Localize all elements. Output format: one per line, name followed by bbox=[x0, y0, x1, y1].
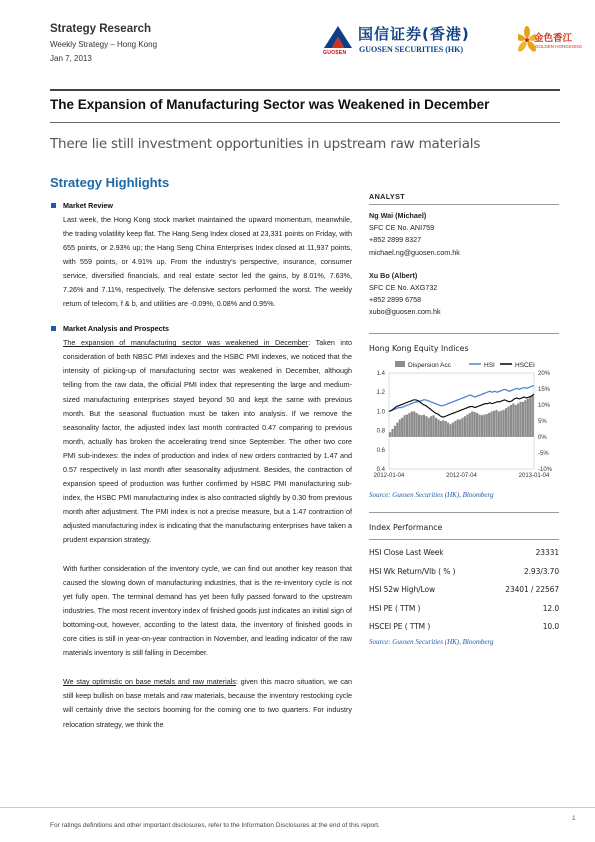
x-axis-ticks bbox=[374, 473, 550, 479]
golden-logo-cn: 金色香江 bbox=[534, 33, 573, 44]
guosen-logo-cn: 国信证券(香港) bbox=[358, 25, 470, 43]
left-axis-tick-label: 1.2 bbox=[376, 389, 385, 396]
dispersion-bar bbox=[430, 416, 432, 437]
legend-label-hsi: HSI bbox=[484, 361, 495, 369]
dispersion-bar bbox=[524, 400, 526, 437]
dispersion-bars bbox=[389, 395, 534, 437]
perf-label: HSI Close Last Week bbox=[369, 548, 444, 558]
perf-value: 10.0 bbox=[542, 622, 559, 632]
report-type: Strategy Research bbox=[50, 23, 151, 35]
header-divider bbox=[50, 89, 560, 91]
main-body bbox=[50, 200, 352, 732]
x-axis-tick-label: 2013-01-04 bbox=[518, 472, 550, 479]
right-axis-tick-label: -10% bbox=[538, 466, 553, 473]
analyst-name: Ng Wai (Michael) bbox=[369, 211, 427, 220]
perf-value: 2.93/3.70 bbox=[523, 566, 559, 576]
dispersion-bar bbox=[488, 413, 490, 437]
golden-hongkong-logo bbox=[518, 24, 583, 58]
chart-title: Hong Kong Equity Indices bbox=[369, 343, 469, 353]
dispersion-bar bbox=[418, 414, 420, 436]
dispersion-bar bbox=[529, 397, 531, 437]
footer-divider bbox=[0, 807, 595, 808]
dispersion-bar bbox=[507, 406, 509, 436]
dispersion-bar bbox=[404, 415, 406, 437]
right-axis-tick-label: 5% bbox=[538, 418, 547, 425]
perf-row bbox=[369, 562, 559, 581]
dispersion-bar bbox=[505, 408, 507, 437]
dispersion-bar bbox=[447, 422, 449, 436]
paragraph-3-text: : given this macro situation, we can still keep bullish on base metals and raw materials, because the inventory restocking cycle will certainly drive the sectors booming for the coming one to two quarters. For industry relocation strategy, we think the bbox=[63, 677, 353, 729]
guosen-mark-label: GUOSEN bbox=[323, 50, 347, 56]
market-analysis-paragraph-2: With further consideration of the inventory cycle, we can find out another key reason that caused the slowing down of manufacturing industries, that is the re-inventory cycle is not yet fully open. The terminal demand has yet been fully passed forward to the upstream industries. The most recent inventory index of finished goods just indicates an initial sign of bottoming-out, however, according to the latest data, the inventory of finished goods in core cities is still in year-on-year contraction in November, and leading indicator of the raw materials inventory is still falling in December. bbox=[63, 564, 352, 658]
footer-disclaimer: For ratings definitions and other important disclosures, refer to the Information Disclosures at the end of this report. bbox=[50, 822, 380, 829]
analyst-card-1 bbox=[369, 210, 559, 259]
dispersion-bar bbox=[428, 417, 430, 436]
left-axis-tick-label: 0.6 bbox=[376, 447, 385, 454]
legend-swatch-dispersion bbox=[395, 361, 405, 367]
dispersion-bar bbox=[512, 403, 514, 437]
dispersion-bar bbox=[471, 411, 473, 437]
index-performance-heading: Index Performance bbox=[369, 522, 443, 532]
report-title: The Expansion of Manufacturing Sector was Weakened in December bbox=[50, 97, 490, 112]
dispersion-bar bbox=[493, 410, 495, 436]
dispersion-bar bbox=[425, 416, 427, 437]
report-series: Weekly Strategy – Hong Kong bbox=[50, 40, 158, 49]
dispersion-bar bbox=[452, 422, 454, 436]
x-axis-tick-label: 2012-07-04 bbox=[446, 472, 477, 479]
dispersion-bar bbox=[389, 432, 391, 437]
market-analysis-paragraph-1 bbox=[50, 336, 352, 547]
dispersion-bar bbox=[408, 413, 410, 437]
bullet-square-icon bbox=[51, 203, 56, 208]
equity-indices-chart bbox=[369, 357, 559, 489]
perf-label: HSCEI PE ( TTM ) bbox=[369, 622, 431, 632]
right-axis-tick-label: -5% bbox=[538, 450, 549, 457]
analyst-email[interactable]: michael.ng@guosen.com.hk bbox=[369, 247, 460, 257]
title-divider bbox=[50, 122, 560, 123]
report-header bbox=[50, 23, 157, 63]
perf-top-divider bbox=[369, 512, 559, 513]
dispersion-bar bbox=[406, 414, 408, 436]
dispersion-bar bbox=[454, 421, 456, 437]
bullet-square-icon bbox=[51, 326, 56, 331]
paragraph-1-lead: The expansion of manufacturing sector was weakened in December bbox=[63, 338, 309, 348]
market-analysis-heading-text: Market Analysis and Prospects bbox=[63, 324, 169, 334]
analyst-phone: +852 2899 8327 bbox=[369, 235, 422, 245]
report-date: Jan 7, 2013 bbox=[50, 54, 92, 63]
dispersion-bar bbox=[435, 417, 437, 436]
dispersion-bar bbox=[437, 419, 439, 437]
dispersion-bar bbox=[396, 422, 398, 436]
dispersion-bar bbox=[423, 414, 425, 436]
analyst-divider bbox=[369, 204, 559, 205]
perf-source: Source: Guosen Securities (HK), Bloomberg bbox=[369, 638, 494, 647]
right-axis-tick-label: 20% bbox=[538, 370, 551, 377]
dispersion-bar bbox=[495, 409, 497, 436]
market-review-heading-text: Market Review bbox=[63, 201, 113, 210]
equity-indices-chart-svg bbox=[369, 357, 559, 489]
left-axis-tick-label: 1.4 bbox=[376, 370, 385, 377]
analyst-email[interactable]: xubo@guosen.com.hk bbox=[369, 307, 441, 317]
left-axis-ticks bbox=[377, 371, 386, 473]
analyst-sfc: SFC CE No. ANI759 bbox=[369, 223, 435, 233]
dispersion-bar bbox=[498, 411, 500, 437]
dispersion-bar bbox=[466, 414, 468, 436]
report-subtitle: There lie still investment opportunities in upstream raw materials bbox=[50, 136, 481, 152]
right-axis-tick-label: 10% bbox=[538, 402, 551, 409]
perf-label: HSI PE ( TTM ) bbox=[369, 603, 421, 613]
dispersion-bar bbox=[520, 401, 522, 436]
dispersion-bar bbox=[420, 415, 422, 437]
strategy-highlights-heading: Strategy Highlights bbox=[50, 175, 170, 190]
dispersion-bar bbox=[500, 410, 502, 436]
paragraph-3-lead: We stay optimistic on base metals and raw materials bbox=[63, 677, 236, 687]
analyst-phone: +852 2899 6758 bbox=[369, 295, 422, 305]
perf-label: HSI Wk Return/Vlb ( % ) bbox=[369, 566, 456, 576]
dispersion-bar bbox=[411, 411, 413, 437]
dispersion-bar bbox=[532, 395, 534, 437]
dispersion-bar bbox=[399, 419, 401, 437]
dispersion-bar bbox=[483, 414, 485, 436]
dispersion-bar bbox=[391, 429, 393, 437]
dispersion-bar bbox=[476, 413, 478, 437]
dispersion-bar bbox=[457, 419, 459, 437]
dispersion-bar bbox=[527, 398, 529, 436]
golden-logo-en: GOLDEN HONGKONG bbox=[535, 44, 583, 49]
chart-source: Source: Guosen Securities (HK), Bloomberg bbox=[369, 490, 494, 499]
perf-row bbox=[369, 544, 559, 563]
perf-value: 23401 / 22567 bbox=[505, 585, 559, 595]
dispersion-bar bbox=[401, 417, 403, 436]
market-review-heading bbox=[50, 200, 352, 212]
left-axis-tick-label: 1.0 bbox=[376, 409, 385, 416]
page-number: 1 bbox=[572, 815, 576, 822]
analyst-name: Xu Bo (Albert) bbox=[369, 270, 418, 280]
left-axis-tick-label: 0.8 bbox=[376, 428, 385, 435]
dispersion-bar bbox=[394, 425, 396, 436]
market-review-text: Last week, the Hong Kong stock market maintained the upward momentum, meanwhile, the trading volatility keep flat. The Hang Seng Index closed at 23,331 points on Friday, with 655 points, or 2.93% up; the Hang Seng China Enterprises Index closed at 11,937 points, with 559 points, or 4.91% up. From the industry’s perspective, insurance, consumer service, diversified financials, and real estate sector led the gains, by 8.01%, 7.63%, 7.26% and 7.11%, respectively. The defensive sectors performed the worst. The weekly return of telecom, f & b, and utilities are -0.09%, 0.08% and 0.95%. bbox=[63, 215, 352, 309]
legend-label-dispersion: Dispersion Acc bbox=[408, 361, 451, 369]
legend-label-hscei: HSCEI bbox=[515, 361, 535, 369]
dispersion-bar bbox=[522, 401, 524, 436]
perf-value: 12.0 bbox=[542, 603, 559, 613]
sidebar bbox=[369, 192, 559, 646]
dispersion-bar bbox=[416, 413, 418, 437]
analyst-sfc: SFC CE No. AXG732 bbox=[369, 283, 438, 293]
dispersion-bar bbox=[413, 411, 415, 437]
dispersion-bar bbox=[515, 405, 517, 437]
perf-row bbox=[369, 581, 559, 600]
x-axis-tick-label: 2012-01-04 bbox=[373, 472, 405, 479]
right-axis-ticks bbox=[538, 371, 553, 473]
chart-top-divider bbox=[369, 333, 559, 334]
dispersion-bar bbox=[491, 411, 493, 437]
dispersion-bar bbox=[449, 424, 451, 437]
dispersion-bar bbox=[478, 414, 480, 436]
dispersion-bar bbox=[459, 419, 461, 437]
left-axis-tick-label: 0.4 bbox=[376, 466, 385, 473]
market-analysis-heading bbox=[50, 323, 352, 335]
dispersion-bar bbox=[445, 421, 447, 437]
dispersion-bar bbox=[481, 415, 483, 437]
perf-table bbox=[369, 544, 559, 637]
dispersion-bar bbox=[462, 417, 464, 436]
perf-value: 23331 bbox=[535, 548, 559, 558]
dispersion-bar bbox=[486, 414, 488, 437]
dispersion-bar bbox=[517, 403, 519, 437]
dispersion-bar bbox=[440, 421, 442, 437]
perf-row bbox=[369, 618, 559, 637]
analyst-card-2 bbox=[369, 270, 559, 319]
dispersion-bar bbox=[464, 416, 466, 437]
perf-header-divider bbox=[369, 539, 559, 540]
perf-row bbox=[369, 599, 559, 618]
chart-legend bbox=[395, 361, 535, 369]
dispersion-bar bbox=[503, 409, 505, 436]
dispersion-bar bbox=[510, 405, 512, 437]
dispersion-bar bbox=[469, 413, 471, 437]
market-analysis-paragraph-3 bbox=[50, 675, 352, 731]
dispersion-bar bbox=[442, 420, 444, 437]
perf-label: HSI 52w High/Low bbox=[369, 585, 435, 595]
guosen-logo bbox=[322, 20, 512, 60]
dispersion-bar bbox=[474, 412, 476, 437]
guosen-logo-en: GUOSEN SECURITIES (HK) bbox=[359, 45, 464, 54]
analyst-heading: ANALYST bbox=[369, 192, 406, 201]
dispersion-bar bbox=[433, 415, 435, 437]
guosen-mark-icon bbox=[322, 24, 354, 50]
right-axis-tick-label: 0% bbox=[538, 434, 547, 441]
paragraph-1-text: : Taken into consideration of both NBSC PMI indexes and the HSBC PMI indexes, we noticed that the intensity of picking-up of manufacturing sector was weakened in December, although telling from the raw data, the official PMI index that representing the large and medium-sized manufacturing enterprises stayed beyond 50 and kept the same with previous month. But the seasonal fluctuation must be taken into analysis. If we remove the seasonality factor, the adjusted index last month contracted 0.47 comparing to previous month, actually has broken the accelerating trend since September. The other two core PMI sub-indexes: the index of production and index of new orders contracted by 1.47 and 0.57 respectively in last month after seasonality adjustment. Besides, the contraction of expansion speed of production was further confirmed by HSBC PMI manufacturing sub-index, the HSBC PMI manufacturing index is also contracted slightly by 0.30 from previous month after adjustment. The PMI index is not a precise measure, but a 1.47 contraction of adjusted manufacturing index is indicating that the manufacturing enterprises have taken a prudent expansion strategy. bbox=[63, 338, 352, 544]
right-axis-tick-label: 15% bbox=[538, 386, 551, 393]
